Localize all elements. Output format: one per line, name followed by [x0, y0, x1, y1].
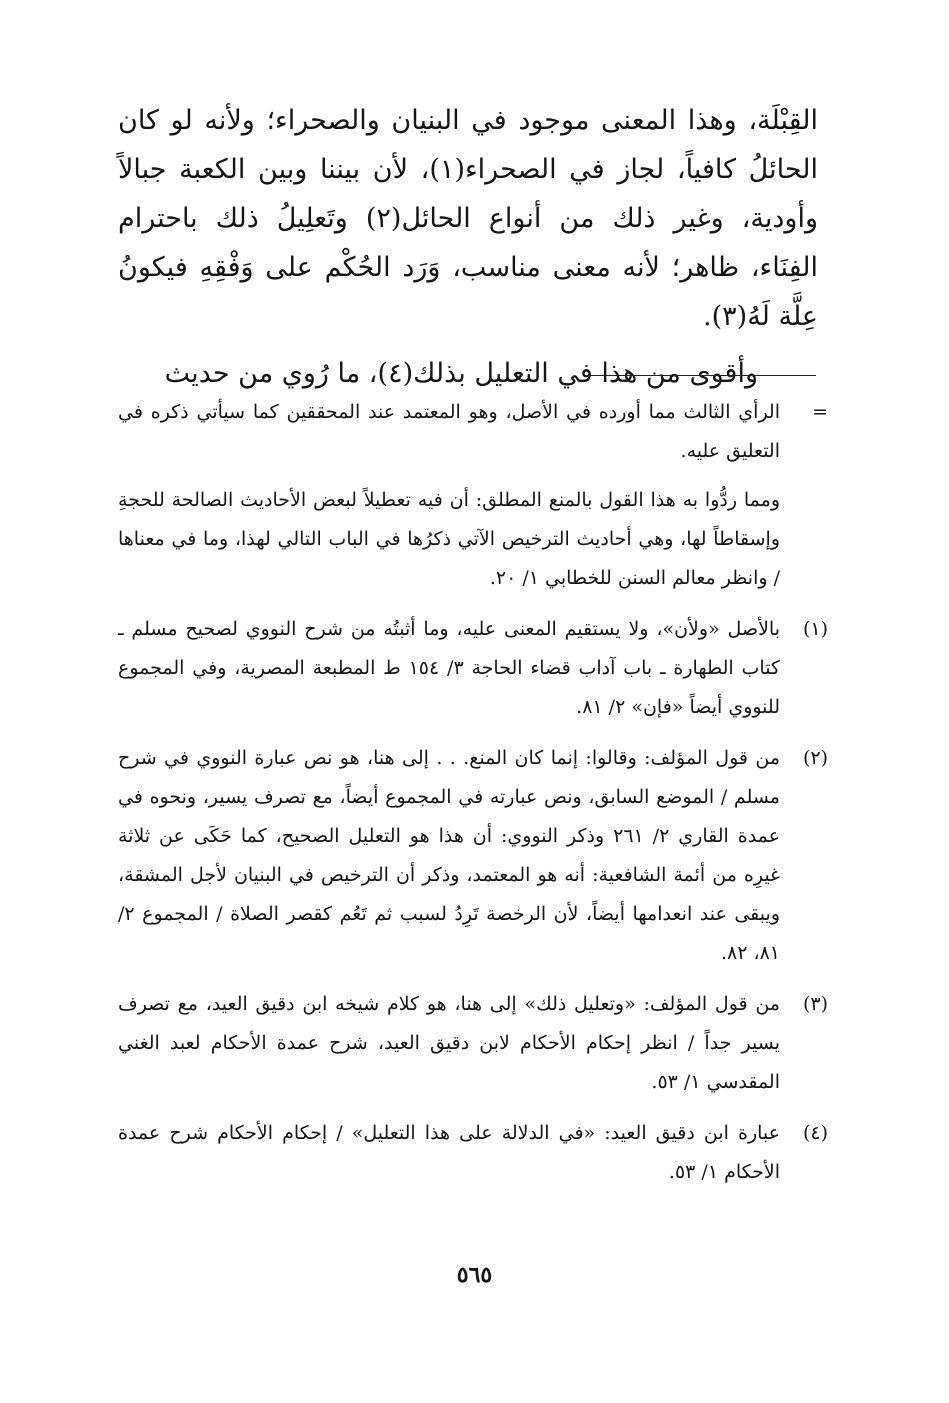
footnote-text: من قول المؤلف: وقالوا: إنما كان المنع. . . إلى هنا، هو نص عبارة النووي في شرح مسلم / الموضع السابق، ونص عبارته في المجموع أيضاً، مع تصرف يسير، ونحوه في عمدة القاري ٢/ ٢٦١ وذكر النووي: أن هذا هو التعليل الصحيح، كما حَكَى عن ثلاثة غيرِه من أئمة الشافعية: أنه هو المعتمد، وذكر أن الترخيص في البنيان لأجل المشقة، ويبقى عند انعدامها أيضاً، لأن الرخصة تَرِدُ لسبب ثم تَعُم كقصر الصلاة / المجموع ٢/ ٨١، ٨٢. [118, 747, 780, 964]
footnotes-section [118, 393, 828, 1192]
footnote-text: من قول المؤلف: «وتعليل ذلك» إلى هنا، هو كلام شيخه ابن دقيق العيد، مع تصرف يسير جداً / انظر إحكام الأحكام لابن دقيق العيد، شرح عمدة الأحكام لعبد الغني المقدسي ١/ ٥٣. [118, 993, 780, 1093]
main-text-block [118, 96, 818, 398]
page-number: ٥٦٥ [456, 1262, 493, 1288]
footnote-continuation-text-2: ومما ردُّوا به هذا القول بالمنع المطلق: أن فيه تعطيلاً لبعض الأحاديث الصالحة للحجةِ وإسقاطاً لها، وهي أحاديث الترخيص الآتي ذكرُها في الباب التالي لهذا، وما في معناها / وانظر معالم السنن للخطابي ١/ ٢٠. [118, 489, 780, 589]
main-paragraph-2: وأقوى من هذا في التعليل بذلك(٤)، ما رُوي من حديث [164, 358, 758, 389]
main-paragraph-1: القِبْلَة، وهذا المعنى موجود في البنيان والصحراء؛ ولأنه لو كان الحائلُ كافياً، لجاز في الصحراء(١)، لأن بيننا وبين الكعبة جبالاً وأودية، وغير ذلك من أنواع الحائل(٢) وتَعلِيلُ ذلك باحترام الفِنَاء، ظاهر؛ لأنه معنى مناسب، وَرَد الحُكْم على وَفْقِهِ فيكونُ عِلَّة لَهُ(٣). [118, 105, 818, 332]
footnote-4 [118, 1114, 828, 1192]
footnote-continuation-text-1: الرأي الثالث مما أورده في الأصل، وهو المعتمد عند المحققين كما سيأتي ذكره في التعليق عليه. [118, 401, 780, 462]
footnote-separator [588, 375, 816, 376]
footnote-text: بالأصل «ولأن»، ولا يستقيم المعنى عليه، وما أثبتُه من شرح النووي لصحيح مسلم ـ كتاب الطهارة ـ باب آداب قضاء الحاجة ٣/ ١٥٤ ط المطبعة المصرية، وفي المجموع للنووي أيضاً «فإن» ٢/ ٨١. [118, 618, 780, 718]
footnote-number: (١) [802, 618, 828, 640]
footnote-continuation-2 [118, 481, 828, 598]
footnote-continuation-1 [118, 393, 828, 471]
footnote-3 [118, 985, 828, 1102]
footnote-2 [118, 739, 828, 973]
continuation-marker: = [812, 401, 828, 423]
footnote-number: (٢) [802, 747, 828, 769]
footnote-number: (٣) [802, 993, 828, 1015]
footnote-text: عبارة ابن دقيق العيد: «في الدلالة على هذا التعليل» / إحكام الأحكام شرح عمدة الأحكام ١/ ٥٣. [118, 1122, 780, 1183]
footnote-number: (٤) [802, 1122, 828, 1144]
footnote-1 [118, 610, 828, 727]
